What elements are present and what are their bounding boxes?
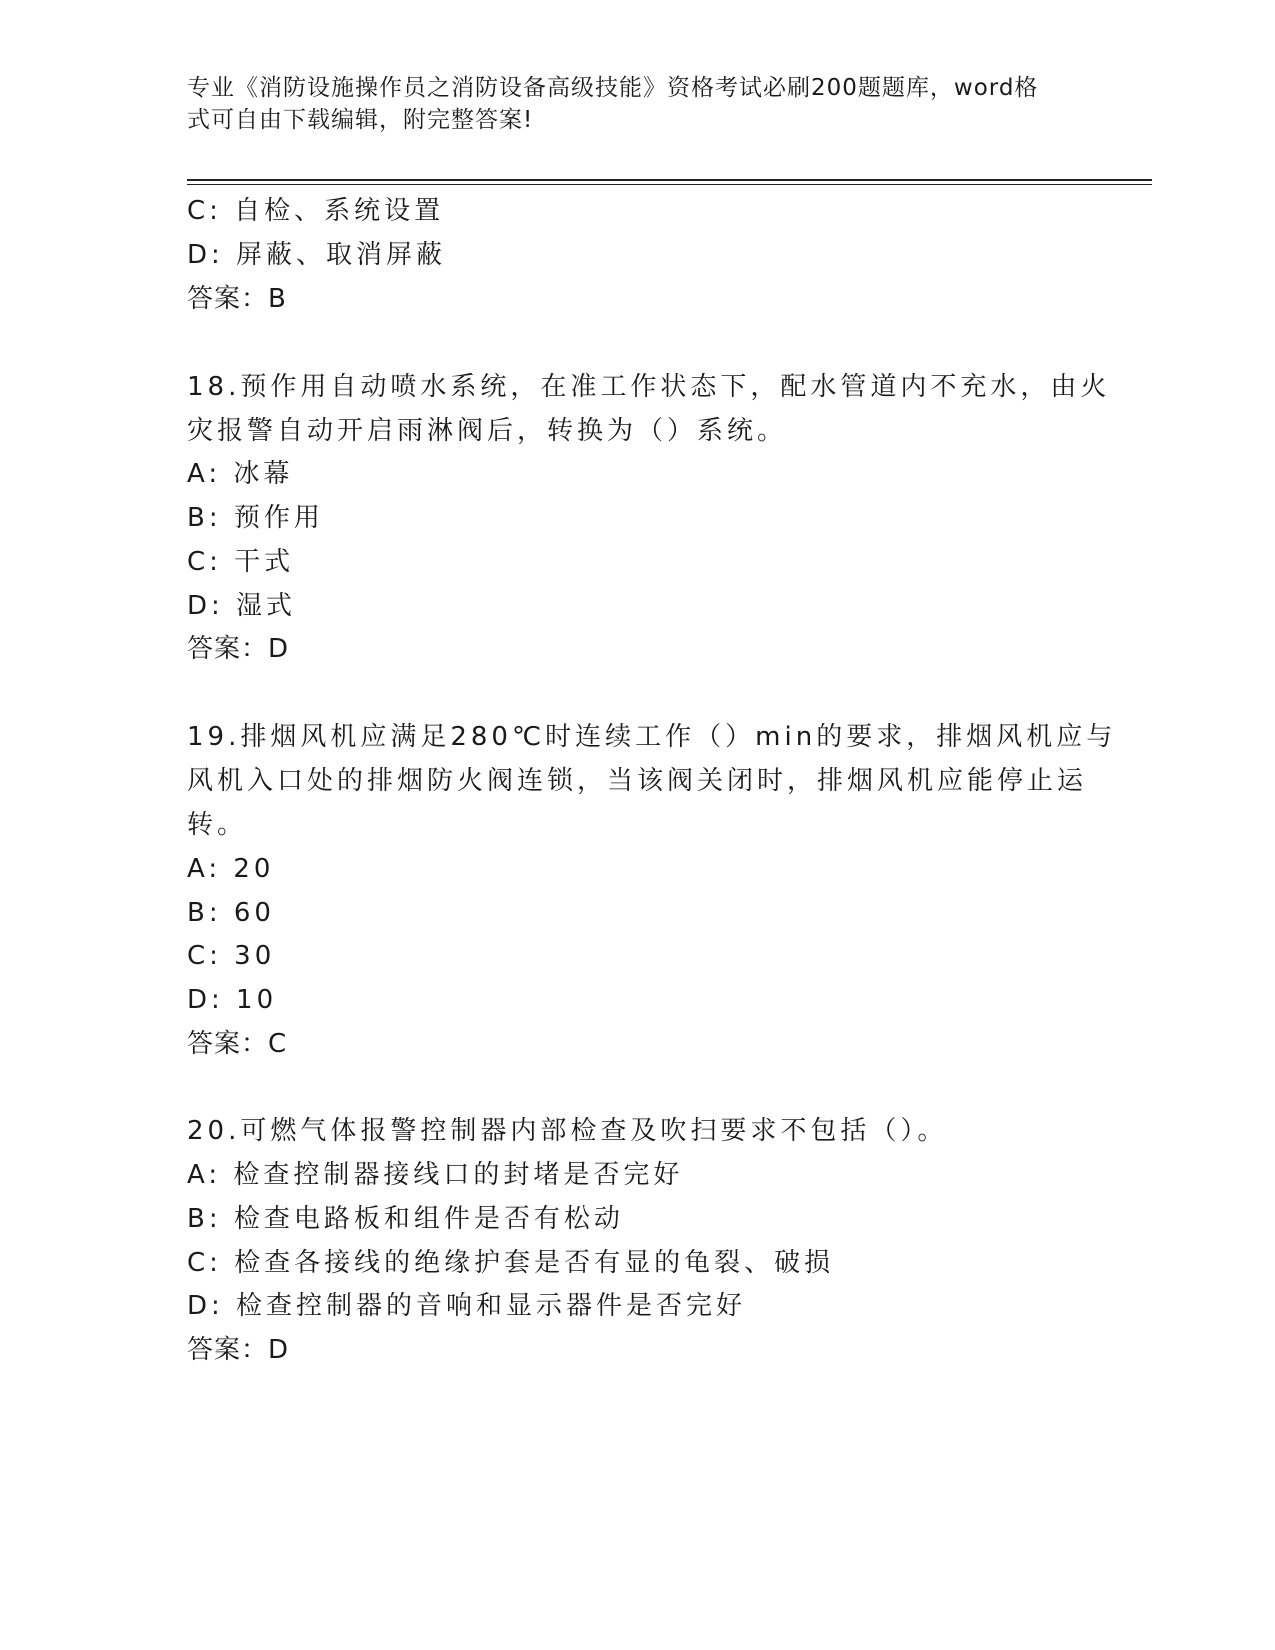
q19-option-b: B: 60 <box>187 898 275 928</box>
q19-answer: 答案：C <box>187 1029 288 1059</box>
q17-answer: 答案：B <box>187 284 287 314</box>
q19-stem-line-2: 风机入口处的排烟防火阀连锁，当该阀关闭时，排烟风机应能停止运 <box>187 766 1088 796</box>
header-line-2: 式可自由下载编辑，附完整答案! <box>187 107 534 133</box>
q19-option-c: C: 30 <box>187 941 276 971</box>
q19-stem-line-3: 转。 <box>187 810 248 840</box>
q17-option-c: C: 自检、系统设置 <box>187 196 445 226</box>
header-rule-thick <box>187 179 1152 181</box>
q19-stem-line-1: 19.排烟风机应满足280℃时连续工作（）min的要求，排烟风机应与 <box>187 722 1117 752</box>
q17-option-d: D: 屏蔽、取消屏蔽 <box>187 240 447 270</box>
q18-option-d: D: 湿式 <box>187 591 297 621</box>
q18-stem-line-1: 18.预作用自动喷水系统，在准工作状态下，配水管道内不充水，由火 <box>187 372 1111 402</box>
q20-option-c: C: 检查各接线的绝缘护套是否有显的龟裂、破损 <box>187 1248 835 1278</box>
q20-option-d: D: 检查控制器的音响和显示器件是否完好 <box>187 1291 747 1321</box>
q20-option-a: A: 检查控制器接线口的封堵是否完好 <box>187 1160 684 1190</box>
header-line-1: 专业《消防设施操作员之消防设备高级技能》资格考试必刷200题题库，word格 <box>187 75 1039 101</box>
header-rule-thin <box>187 184 1152 185</box>
q19-option-a: A: 20 <box>187 854 275 884</box>
q18-option-b: B: 预作用 <box>187 503 324 533</box>
document-header <box>187 72 1067 136</box>
q20-answer: 答案：D <box>187 1335 290 1365</box>
q18-stem-line-2: 灾报警自动开启雨淋阀后，转换为（）系统。 <box>187 416 788 446</box>
q20-stem-line-1: 20.可燃气体报警控制器内部检查及吹扫要求不包括（）。 <box>187 1116 948 1146</box>
q18-option-a: A: 冰幕 <box>187 459 294 489</box>
q19-option-d: D: 10 <box>187 985 278 1015</box>
q20-option-b: B: 检查电路板和组件是否有松动 <box>187 1204 624 1234</box>
q18-option-c: C: 干式 <box>187 547 295 577</box>
q18-answer: 答案：D <box>187 634 290 664</box>
